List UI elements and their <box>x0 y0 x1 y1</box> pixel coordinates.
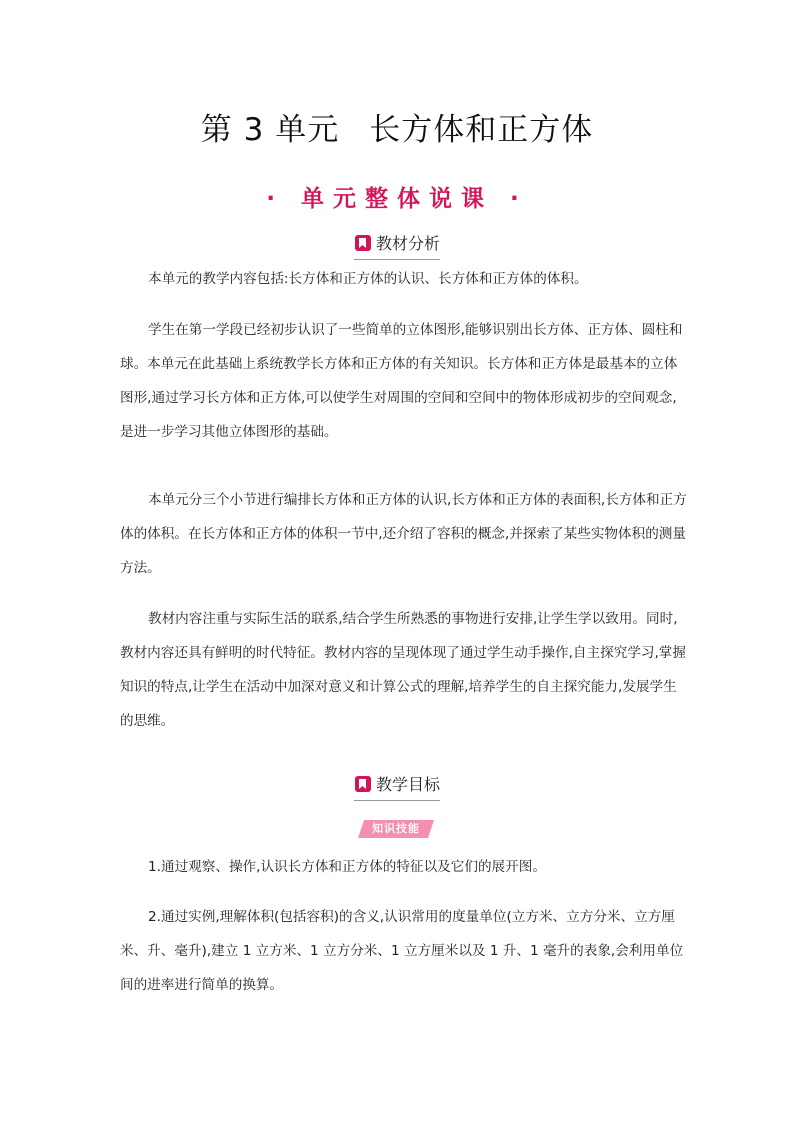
bookmark-icon <box>354 775 372 793</box>
unit-subtitle: · 单元整体说课 · <box>266 186 528 212</box>
section-divider <box>354 259 440 260</box>
paragraph-2: 学生在第一学段已经初步认识了一些简单的立体图形,能够识别出长方体、正方体、圆柱和球。本单元在此基础上系统教学长方体和正方体的有关知识。长方体和正方体是最基本的立体图形,通过学习长方体和正方体,可以使学生对周围的空间和空间中的物体形成初步的空间观念,是进一步学习其他立体图形的基础。 <box>120 322 683 440</box>
unit-title <box>0 104 794 149</box>
paragraph-3: 本单元分三个小节进行编排长方体和正方体的认识,长方体和正方体的表面积,长方体和正方体的体积。在长方体和正方体的体积一节中,还介绍了容积的概念,并探索了某些实物体积的测量方法。 <box>120 492 687 576</box>
paragraph-4: 教材内容注重与实际生活的联系,结合学生所熟悉的事物进行安排,让学生学以致用。同时,教材内容还具有鲜明的时代特征。教材内容的呈现体现了通过学生动手操作,自主探究学习,掌握知识的特点,让学生在活动中加深对意义和计算公式的理解,培养学生的自主探究能力,发展学生的思维。 <box>120 611 686 729</box>
paragraph-1: 本单元的教学内容包括:长方体和正方体的认识、长方体和正方体的体积。 <box>148 271 588 287</box>
section-divider <box>354 800 440 801</box>
section-label: 教学目标 <box>375 775 440 794</box>
goal-2: 2.通过实例,理解体积(包括容积)的含义,认识常用的度量单位(立方米、立方分米、立方厘米、升、毫升),建立 1 立方米、1 立方分米、1 立方厘米以及 1 升、1 毫升的表象,会利用单位间的进率进行简单的换算。 <box>120 909 684 993</box>
unit-number: 第 3 单元 <box>200 112 340 148</box>
section-label: 教材分析 <box>375 234 440 253</box>
unit-name: 长方体和正方体 <box>369 112 594 148</box>
goal-1: 1.通过观察、操作,认识长方体和正方体的特征以及它们的展开图。 <box>148 859 546 875</box>
badge-label: 知识技能 <box>372 822 420 835</box>
bookmark-icon <box>354 234 372 252</box>
section-analysis-heading <box>0 231 794 260</box>
section-goals-heading <box>0 772 794 801</box>
